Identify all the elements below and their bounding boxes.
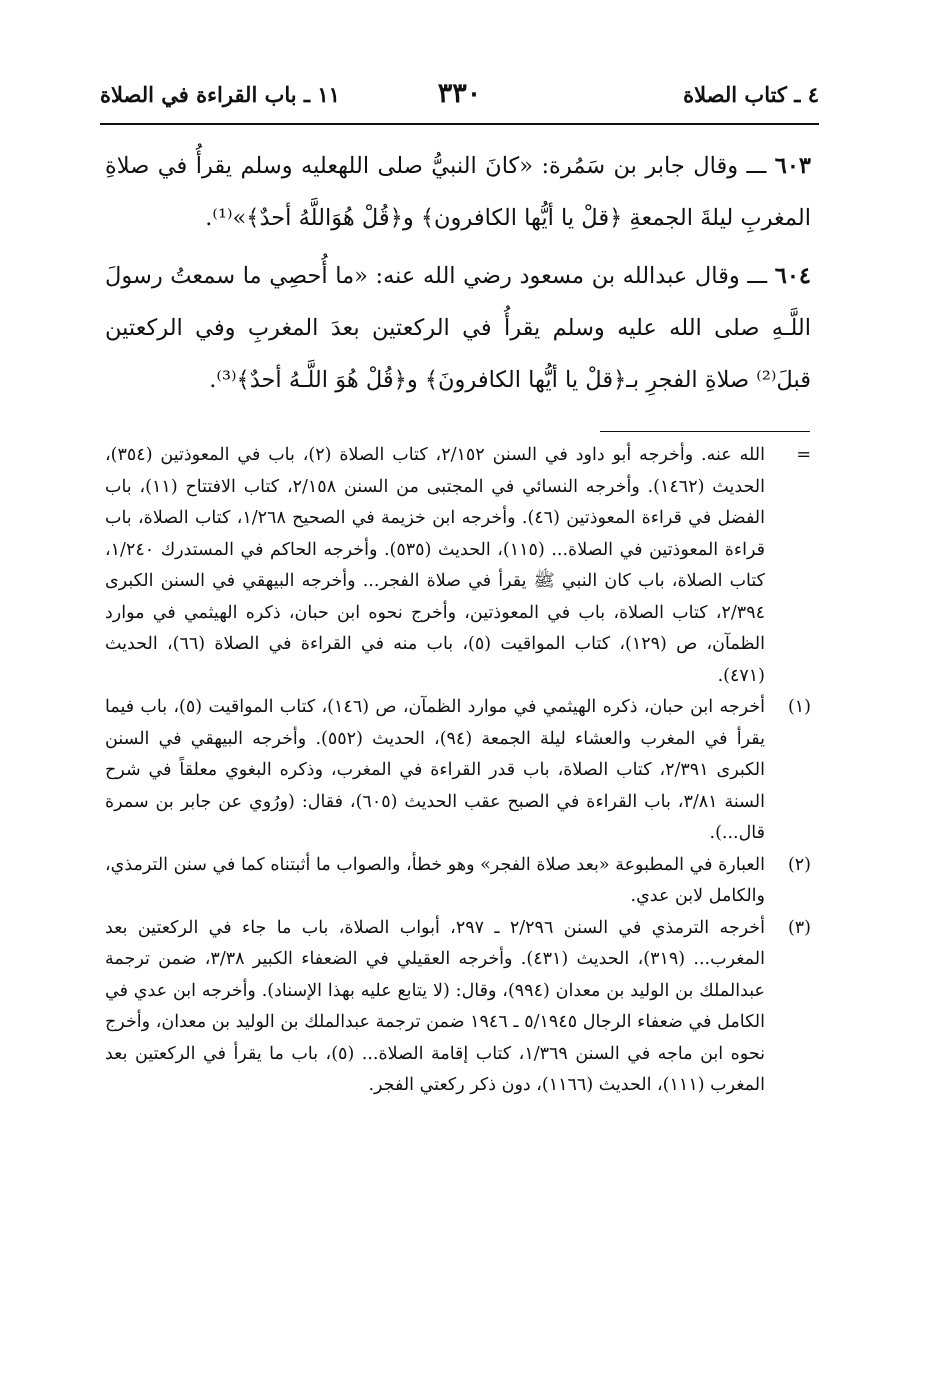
main-text bbox=[105, 140, 811, 412]
footnote-text: أخرجه ابن حبان، ذكره الهيثمي في موارد الظمآن، ص (١٤٦)، كتاب المواقيت (٥)، باب فيما يقرأ في المغرب والعشاء ليلة الجمعة (٩٤)، الحديث (٥٥٢). وأخرجه البيهقي في السنن الكبرى ٢/٣٩١، كتاب الصلاة، باب قدر القراءة في المغرب، وذكره البغوي معلقاً في شرح السنة ٣/٨١، باب القراءة في الصبح عقب الحديث (٦٠٥)، فقال: (ورُوي عن جابر بن سمرة قال...). bbox=[105, 697, 766, 843]
footnote-text: العبارة في المطبوعة «بعد صلاة الفجر» وهو خطأ، والصواب ما أثبتناه كما في سنن الترمذي، والكامل لابن عدي. bbox=[105, 854, 765, 906]
page-number: ٣٣٠ bbox=[437, 78, 482, 109]
dash: ـــ bbox=[739, 263, 768, 289]
hadith-number: ٦٠٣ bbox=[774, 153, 811, 179]
footnote bbox=[105, 913, 811, 1102]
footnote-text: أخرجه الترمذي في السنن ٢/٢٩٦ ـ ٢٩٧، أبواب الصلاة، باب ما جاء في الركعتين بعد المغرب... (٣١٩)، الحديث (٤٣١). وأخرجه العقيلي في الضعفاء الكبير ٣/٣٨، ضمن ترجمة عبدالملك بن الوليد بن معدان (٩٩٤)، وقال: (لا يتابع عليه بهذا الإسناد). وأخرجه ابن عدي في الكامل في ضعفاء الرجال ٥/١٩٤٥ ـ ١٩٤٦ ضمن ترجمة عبدالملك بن الوليد بن معدان، وأخرج نحوه ابن ماجه في السنن ١/٣٦٩، كتاب إقامة الصلاة... (٥)، باب ما يقرأ في الركعتين بعد المغرب (١١١)، الحديث (١١٦٦)، دون ذكر ركعتي الفجر. bbox=[105, 917, 766, 1095]
running-header bbox=[100, 78, 819, 118]
hadith-number: ٦٠٤ bbox=[774, 263, 811, 289]
footnote-divider bbox=[600, 431, 810, 432]
footnote bbox=[105, 692, 811, 850]
dash: ـــ bbox=[738, 153, 767, 179]
footnote-marker: (٣) bbox=[787, 917, 811, 938]
hadith-text: وقال جابر بن سَمُرة: «كانَ النبيُّ صلى اللهعليه وسلم يقرأُ في صلاةِ المغربِ ليلةَ الجمعةِ ﴿قلْ يا أيُّها الكافرون﴾ و﴿قُلْ هُوَاللَّهُ أحدٌ﴾»⁽¹⁾. bbox=[105, 153, 811, 231]
hadith-paragraph bbox=[105, 140, 811, 244]
chapter-title: ٤ ـ كتاب الصلاة bbox=[683, 82, 819, 107]
footnote-marker: = bbox=[796, 445, 811, 465]
footnote-text: الله عنه. وأخرجه أبو داود في السنن ٢/١٥٢، كتاب الصلاة (٢)، باب في المعوذتين (٣٥٤)، الحديث (١٤٦٢). وأخرجه النسائي في المجتبى من السنن ٢/١٥٨، كتاب الافتتاح (١١)، باب الفضل في قراءة المعوذتين (٤٦). وأخرجه ابن خزيمة في الصحيح ١/٢٦٨، كتاب الصلاة، باب قراءة المعوذتين في الصلاة... (١١٥)، الحديث (٥٣٥). وأخرجه الحاكم في المستدرك ١/٢٤٠، كتاب الصلاة، باب كان النبي ﷺ يقرأ في صلاة الفجر... وأخرجه البيهقي في السنن الكبرى ٢/٣٩٤، كتاب الصلاة، باب في المعوذتين، وأخرج نحوه ابن حبان، ذكره الهيثمي في موارد الظمآن، ص (١٢٩)، كتاب المواقيت (٥)، باب منه في القراءة في الصلاة (٦٦)، الحديث (٤٧١). bbox=[105, 445, 765, 686]
footnote bbox=[105, 850, 811, 913]
hadith-paragraph bbox=[105, 250, 811, 406]
footnote-marker: (١) bbox=[787, 697, 811, 717]
footnotes bbox=[105, 440, 811, 1102]
header-divider bbox=[100, 123, 819, 125]
section-title: ١١ ـ باب القراءة في الصلاة bbox=[100, 82, 340, 107]
footnote-marker: (٢) bbox=[787, 854, 811, 875]
hadith-text: وقال عبدالله بن مسعود رضي الله عنه: «ما أُحصِي ما سمعتُ رسولَ اللَّـهِ صلى الله عليه وسلم يقرأُ في الركعتين بعدَ المغربِ وفي الركعتين قبلَ⁽²⁾ صلاةِ الفجرِ بـ﴿قلْ يا أيُّها الكافرونَ﴾ و﴿قُلْ هُوَ اللَّـهُ أحدٌ﴾⁽³⁾. bbox=[105, 263, 811, 393]
footnote bbox=[105, 440, 811, 692]
